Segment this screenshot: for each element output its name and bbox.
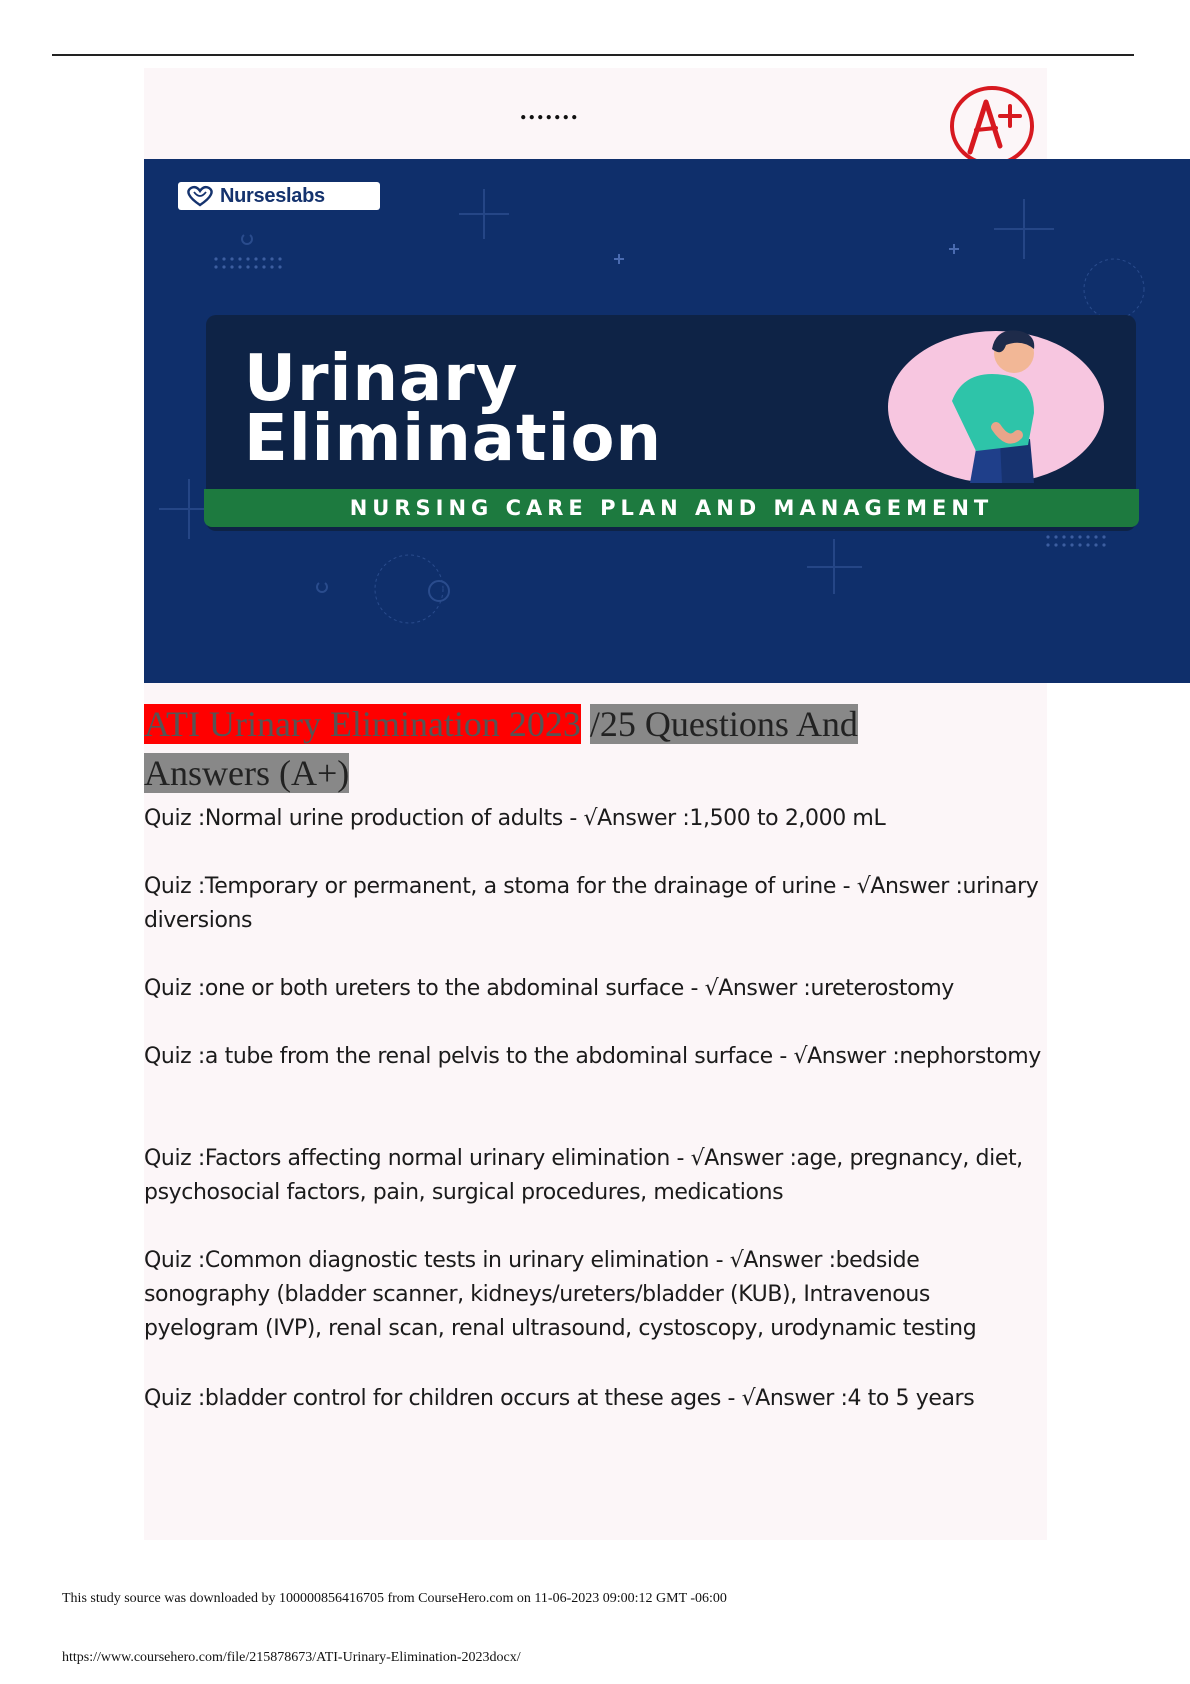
footer-source-note: This study source was downloaded by 100000856416705 from CourseHero.com on 11-06-2023 09:00:12 GMT -06:00 [62,1591,727,1606]
qa-item-5: Quiz :Factors affecting normal urinary elimination - √Answer :age, pregnancy, diet, psychosocial factors, pain, surgical procedures, medications [144,1146,1023,1205]
patient-illustration-icon [884,327,1116,483]
nurseslabs-logo [178,182,380,210]
a-plus-grade-icon [948,84,1036,168]
banner-title-line1: Urinary [244,342,519,416]
qa-item-6: Quiz :Common diagnostic tests in urinary elimination - √Answer :bedside sonography (bladder scanner, kidneys/ureters/bladder (KUB), Intravenous pyelogram (IVP), renal scan, renal ultrasound, cystoscopy, urodynamic testing [144,1248,977,1341]
logo-text: Nurseslabs [220,184,325,207]
qa-item-4: Quiz :a tube from the renal pelvis to the abdominal surface - √Answer :nephorstomy [144,1044,1041,1069]
heading-highlight-gray-2: Answers (A+) [144,753,350,793]
qa-item-1: Quiz :Normal urine production of adults - √Answer :1,500 to 2,000 mL [144,806,886,831]
footer-url: https://www.coursehero.com/file/215878673/ATI-Urinary-Elimination-2023docx/ [62,1650,521,1665]
header-dots: ....... [520,96,580,125]
banner-title-line2: Elimination [244,402,663,476]
heading-highlight-red: ATI Urinary Elimination 2023 [144,704,581,744]
subtitle-bar [204,489,1139,527]
document-heading [144,700,964,798]
top-rule [52,54,1134,56]
qa-item-3: Quiz :one or both ureters to the abdominal surface - √Answer :ureterostomy [144,976,954,1001]
banner-image [144,159,1190,683]
heart-stethoscope-icon [184,185,216,207]
banner-subtitle: NURSING CARE PLAN AND MANAGEMENT [349,496,994,520]
qa-item-7: Quiz :bladder control for children occurs at these ages - √Answer :4 to 5 years [144,1386,975,1411]
qa-item-2: Quiz :Temporary or permanent, a stoma for the drainage of urine - √Answer :urinary diversions [144,874,1039,933]
heading-highlight-gray-1: /25 Questions And [589,704,858,744]
